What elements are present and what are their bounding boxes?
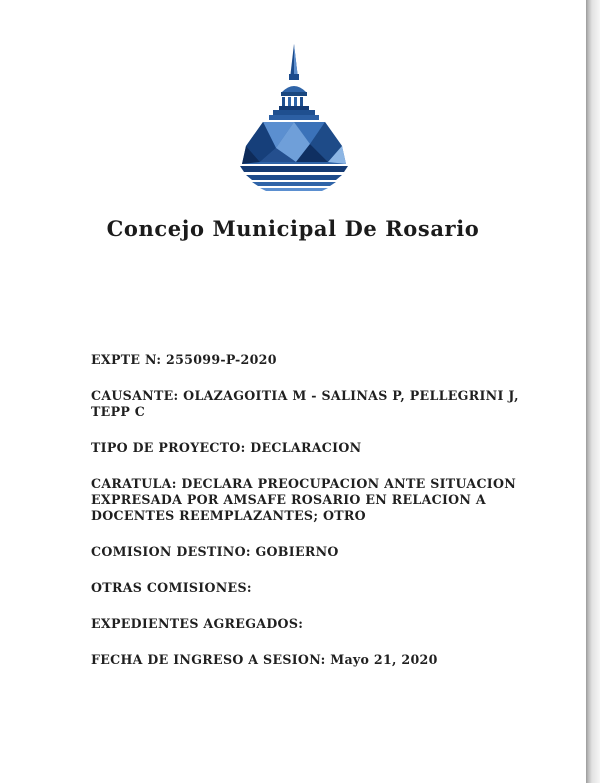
field-label: OTRAS COMISIONES: xyxy=(91,580,252,595)
field-causante xyxy=(91,388,551,420)
rosario-monument-dome-icon xyxy=(236,44,352,194)
field-value: DECLARACION xyxy=(250,440,362,455)
field-value: DECLARA PREOCUPACION ANTE SITUACION EXPRESADA POR AMSAFE ROSARIO EN RELACION A DOCENTES REEMPLAZANTES; OTRO xyxy=(91,476,517,523)
field-value: GOBIERNO xyxy=(255,544,339,559)
field-value: Mayo 21, 2020 xyxy=(330,652,438,667)
field-fecha-ingreso xyxy=(91,652,551,668)
field-caratula xyxy=(91,476,551,524)
field-comision-destino xyxy=(91,544,551,560)
field-label: COMISION DESTINO: xyxy=(91,544,251,559)
field-tipo-proyecto xyxy=(91,440,551,456)
field-value: OLAZAGOITIA M - SALINAS P, PELLEGRINI J, TEPP C xyxy=(91,388,519,419)
field-label: EXPTE N: xyxy=(91,352,162,367)
field-label: EXPEDIENTES AGREGADOS: xyxy=(91,616,304,631)
field-label: FECHA DE INGRESO A SESION: xyxy=(91,652,326,667)
field-label: TIPO DE PROYECTO: xyxy=(91,440,246,455)
page-edge-shadow xyxy=(586,0,600,783)
field-otras-comisiones xyxy=(91,580,551,596)
field-label: CARATULA: xyxy=(91,476,177,491)
field-expte xyxy=(91,352,551,368)
field-expedientes-agregados xyxy=(91,616,551,632)
field-value: 255099-P-2020 xyxy=(166,352,277,367)
page-title: Concejo Municipal De Rosario xyxy=(106,216,480,241)
expediente-fields xyxy=(91,352,551,688)
field-label: CAUSANTE: xyxy=(91,388,179,403)
